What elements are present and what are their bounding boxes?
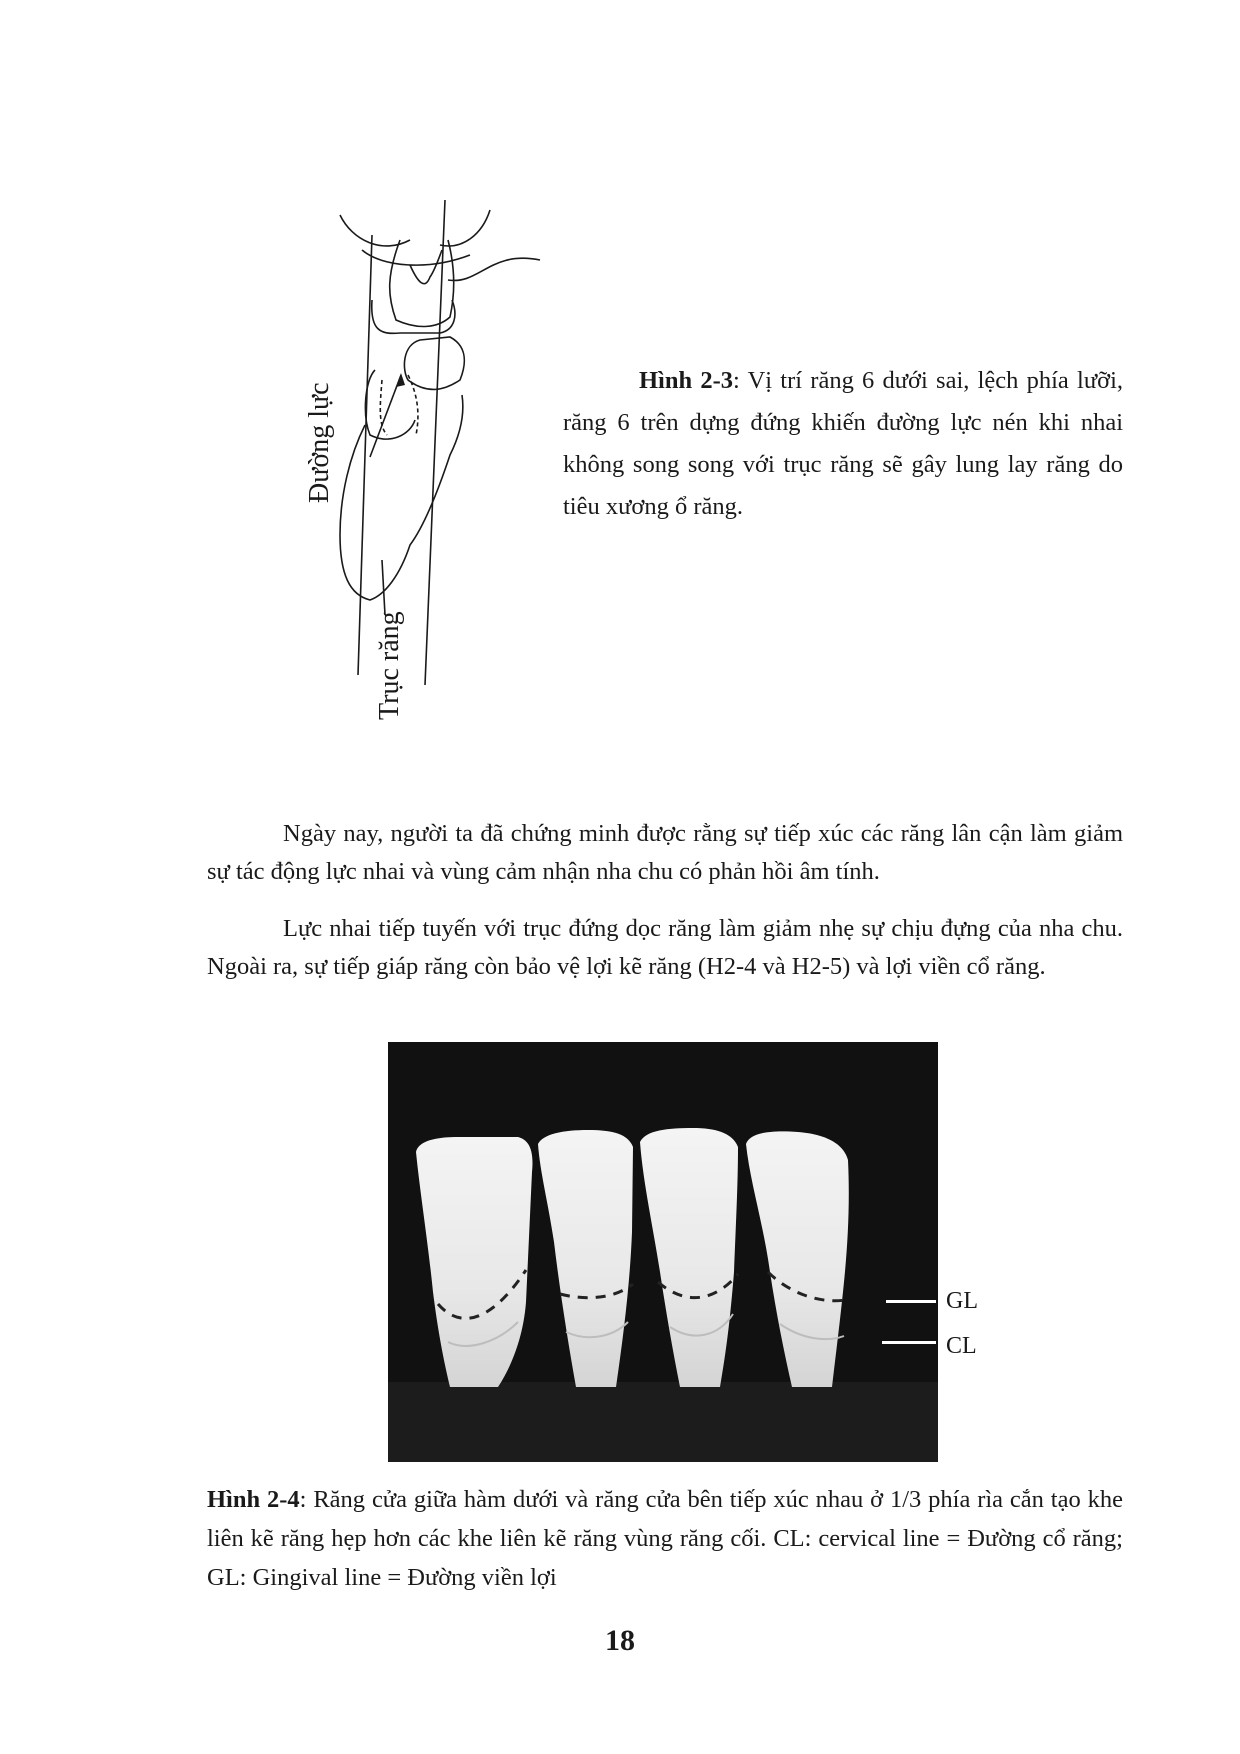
figure-2-4-label: Hình 2-4 [207, 1486, 300, 1513]
figure-2-3-diagram [290, 195, 560, 735]
cervical-line-pointer [882, 1341, 936, 1344]
figure-2-4-photo [388, 1042, 938, 1462]
figure-2-4-caption-text: : Răng cửa giữa hàm dưới và răng cửa bên tiếp xúc nhau ở 1/3 phía rìa cắn tạo khe liên kẽ răng hẹp hơn các khe liên kẽ răng vùng răng cối. CL: cervical line = Đường cổ răng; GL: Gingival line = Đường viền lợi [207, 1486, 1123, 1591]
figure-2-4-caption [207, 1480, 1123, 1597]
figure-2-3-caption [563, 360, 1123, 528]
gingival-line-pointer [886, 1300, 936, 1303]
paragraph-2: Lực nhai tiếp tuyến với trục đứng dọc răng làm giảm nhẹ sự chịu đựng của nha chu. Ngoài ra, sự tiếp giáp răng còn bảo vệ lợi kẽ răng (H2-4 và H2-5) và lợi viền cổ răng. [207, 915, 1123, 980]
figure-2-3-caption-text: : Vị trí răng 6 dưới sai, lệch phía lưỡi, răng 6 trên dựng đứng khiến đường lực nén khi nhai không song song với trục răng sẽ gây lung lay răng do tiêu xương ổ răng. [563, 367, 1123, 520]
page-number: 18 [605, 1624, 635, 1657]
gingival-line-label: GL [946, 1288, 978, 1314]
tooth-axis-label: Trục răng [374, 611, 405, 720]
paragraph-1: Ngày nay, người ta đã chứng minh được rằng sự tiếp xúc các răng lân cận làm giảm sự tác động lực nhai và vùng cảm nhận nha chu có phản hồi âm tính. [207, 820, 1123, 885]
figure-2-3-label: Hình 2-3 [639, 367, 733, 394]
cervical-line-label: CL [946, 1333, 977, 1359]
force-line-label: Đường lực [304, 382, 335, 503]
